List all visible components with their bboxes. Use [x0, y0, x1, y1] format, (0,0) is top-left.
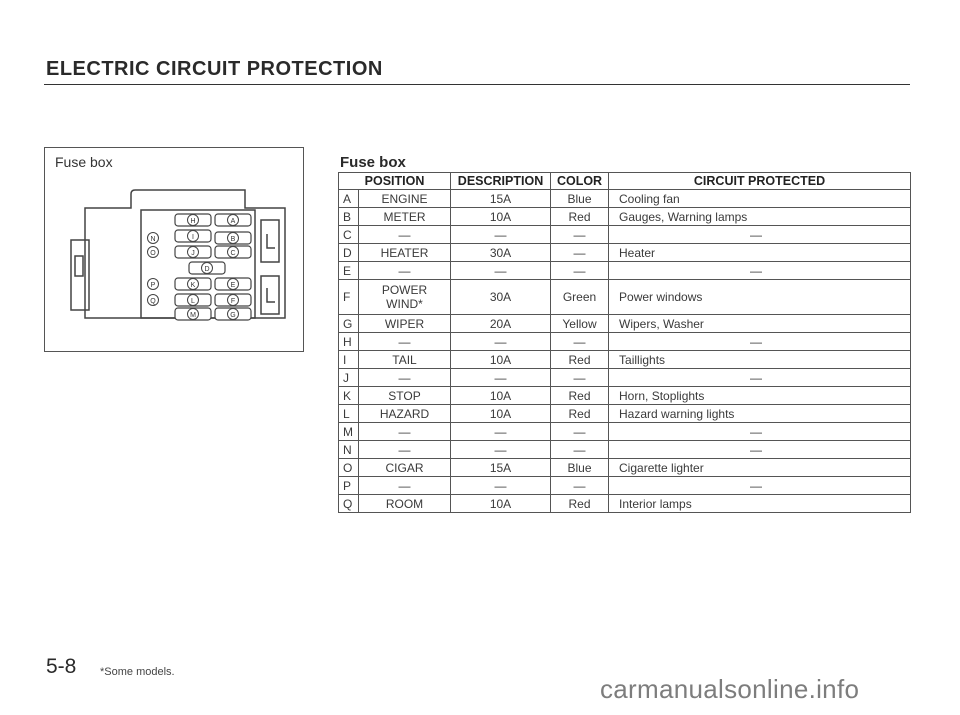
fuse-slot-label: G	[230, 312, 236, 319]
cell-color: —	[551, 262, 609, 280]
fuse-box-figure	[44, 147, 304, 352]
fuse-slot-label: F	[230, 298, 236, 305]
cell-description: 20A	[451, 315, 551, 333]
table-row	[339, 405, 911, 423]
fuse-table	[338, 172, 911, 513]
cell-color: Blue	[551, 190, 609, 208]
table-row	[339, 208, 911, 226]
cell-position: D	[339, 244, 359, 262]
cell-position: M	[339, 423, 359, 441]
header-circuit: CIRCUIT PROTECTED	[609, 173, 911, 190]
cell-color: —	[551, 423, 609, 441]
table-row	[339, 244, 911, 262]
title-rule	[44, 84, 910, 85]
cell-description: —	[451, 226, 551, 244]
fuse-slot	[215, 278, 251, 290]
fuse-slot	[175, 294, 211, 306]
fuse-slot-label: D	[204, 266, 210, 273]
table-row	[339, 280, 911, 315]
cell-position: O	[339, 459, 359, 477]
figure-caption: Fuse box	[55, 154, 113, 170]
fuse-slot-label: K	[190, 282, 196, 289]
fuse-slot-label: C	[230, 250, 236, 257]
watermark: carmanualsonline.info	[600, 674, 860, 704]
fuse-slot	[215, 214, 251, 226]
cell-position: K	[339, 387, 359, 405]
cell-position: G	[339, 315, 359, 333]
page-number: 5-8	[46, 655, 77, 678]
cell-color: —	[551, 441, 609, 459]
cell-color: —	[551, 333, 609, 351]
cell-position: L	[339, 405, 359, 423]
cell-name: HAZARD	[359, 405, 451, 423]
cell-description: 10A	[451, 351, 551, 369]
cell-description: —	[451, 333, 551, 351]
cell-position: Q	[339, 495, 359, 513]
footnote: *Some models.	[100, 666, 175, 678]
header-description: DESCRIPTION	[451, 173, 551, 190]
cell-description: 15A	[451, 459, 551, 477]
cell-name: TAIL	[359, 351, 451, 369]
fuse-slot	[215, 294, 251, 306]
table-row	[339, 315, 911, 333]
cell-name: —	[359, 477, 451, 495]
fuse-slot-label: O	[150, 250, 156, 257]
cell-circuit: Hazard warning lights	[609, 405, 911, 423]
fuse-slot-label: M	[190, 312, 196, 319]
cell-name: ENGINE	[359, 190, 451, 208]
cell-position: P	[339, 477, 359, 495]
fuse-slot-label: Q	[150, 298, 156, 305]
cell-circuit: Interior lamps	[609, 495, 911, 513]
cell-circuit: Power windows	[609, 280, 911, 315]
table-row	[339, 262, 911, 280]
cell-color: Green	[551, 280, 609, 315]
cell-circuit: —	[609, 369, 911, 387]
table-row	[339, 351, 911, 369]
cell-description: 10A	[451, 405, 551, 423]
table-row	[339, 423, 911, 441]
cell-description: —	[451, 369, 551, 387]
fuse-slot	[148, 295, 159, 306]
cell-position: I	[339, 351, 359, 369]
cell-circuit: —	[609, 333, 911, 351]
table-header-row	[339, 173, 911, 190]
fuse-slot-label: I	[192, 234, 194, 241]
table-row	[339, 495, 911, 513]
cell-color: —	[551, 244, 609, 262]
cell-name: ROOM	[359, 495, 451, 513]
fuse-slot-label: E	[230, 282, 236, 289]
cell-position: H	[339, 333, 359, 351]
fuse-slot-label: J	[191, 250, 195, 257]
table-row	[339, 477, 911, 495]
cell-description: 10A	[451, 387, 551, 405]
cell-description: —	[451, 477, 551, 495]
cell-color: —	[551, 369, 609, 387]
cell-circuit: —	[609, 226, 911, 244]
cell-color: —	[551, 226, 609, 244]
cell-circuit: Cooling fan	[609, 190, 911, 208]
cell-color: Red	[551, 405, 609, 423]
cell-color: Red	[551, 387, 609, 405]
cell-name: —	[359, 262, 451, 280]
cell-description: —	[451, 262, 551, 280]
cell-description: 10A	[451, 208, 551, 226]
fuse-slot-label: L	[191, 298, 195, 305]
table-title: Fuse box	[340, 154, 406, 171]
fuse-slot-label: P	[150, 282, 156, 289]
cell-name: CIGAR	[359, 459, 451, 477]
cell-position: E	[339, 262, 359, 280]
cell-color: Red	[551, 208, 609, 226]
cell-name: —	[359, 441, 451, 459]
cell-circuit: Heater	[609, 244, 911, 262]
table-row	[339, 226, 911, 244]
cell-circuit: Cigarette lighter	[609, 459, 911, 477]
header-color: COLOR	[551, 173, 609, 190]
cell-position: A	[339, 190, 359, 208]
page-title: ELECTRIC CIRCUIT PROTECTION	[46, 58, 383, 80]
cell-name: HEATER	[359, 244, 451, 262]
cell-color: Red	[551, 351, 609, 369]
table-row	[339, 369, 911, 387]
cell-circuit: —	[609, 477, 911, 495]
fuse-slot	[215, 232, 251, 244]
cell-name: —	[359, 369, 451, 387]
cell-description: 30A	[451, 280, 551, 315]
fuse-slot	[148, 233, 159, 244]
header-position: POSITION	[339, 173, 451, 190]
fuse-slot	[215, 308, 251, 320]
fuse-slot	[175, 230, 211, 242]
cell-name: POWER WIND*	[359, 280, 451, 315]
fuse-slot	[215, 246, 251, 258]
table-row	[339, 441, 911, 459]
fuse-slot-label: H	[190, 218, 196, 225]
cell-circuit: Gauges, Warning lamps	[609, 208, 911, 226]
cell-circuit: —	[609, 262, 911, 280]
fuse-slot	[189, 262, 225, 274]
table-row	[339, 333, 911, 351]
cell-description: —	[451, 441, 551, 459]
cell-name: —	[359, 423, 451, 441]
cell-position: B	[339, 208, 359, 226]
cell-circuit: Horn, Stoplights	[609, 387, 911, 405]
cell-name: —	[359, 226, 451, 244]
cell-description: 15A	[451, 190, 551, 208]
cell-circuit: Wipers, Washer	[609, 315, 911, 333]
fuse-slot	[175, 246, 211, 258]
cell-name: STOP	[359, 387, 451, 405]
cell-color: —	[551, 477, 609, 495]
fuse-slot	[175, 278, 211, 290]
fuse-slot	[148, 279, 159, 290]
cell-position: F	[339, 280, 359, 315]
cell-description: —	[451, 423, 551, 441]
fuse-slot-label: B	[230, 236, 236, 243]
table-row	[339, 387, 911, 405]
fuse-box-diagram	[45, 148, 303, 351]
fuse-slot-label: A	[230, 218, 236, 225]
cell-description: 30A	[451, 244, 551, 262]
cell-color: Yellow	[551, 315, 609, 333]
fuse-slot	[175, 308, 211, 320]
cell-position: N	[339, 441, 359, 459]
cell-name: METER	[359, 208, 451, 226]
fuse-slot-label: N	[150, 236, 156, 243]
cell-circuit: —	[609, 423, 911, 441]
table-row	[339, 190, 911, 208]
cell-circuit: —	[609, 441, 911, 459]
fuse-slot	[175, 214, 211, 226]
cell-name: —	[359, 333, 451, 351]
cell-color: Blue	[551, 459, 609, 477]
cell-name: WIPER	[359, 315, 451, 333]
cell-description: 10A	[451, 495, 551, 513]
cell-position: C	[339, 226, 359, 244]
cell-position: J	[339, 369, 359, 387]
fuse-slot	[148, 247, 159, 258]
cell-circuit: Taillights	[609, 351, 911, 369]
table-row	[339, 459, 911, 477]
cell-color: Red	[551, 495, 609, 513]
